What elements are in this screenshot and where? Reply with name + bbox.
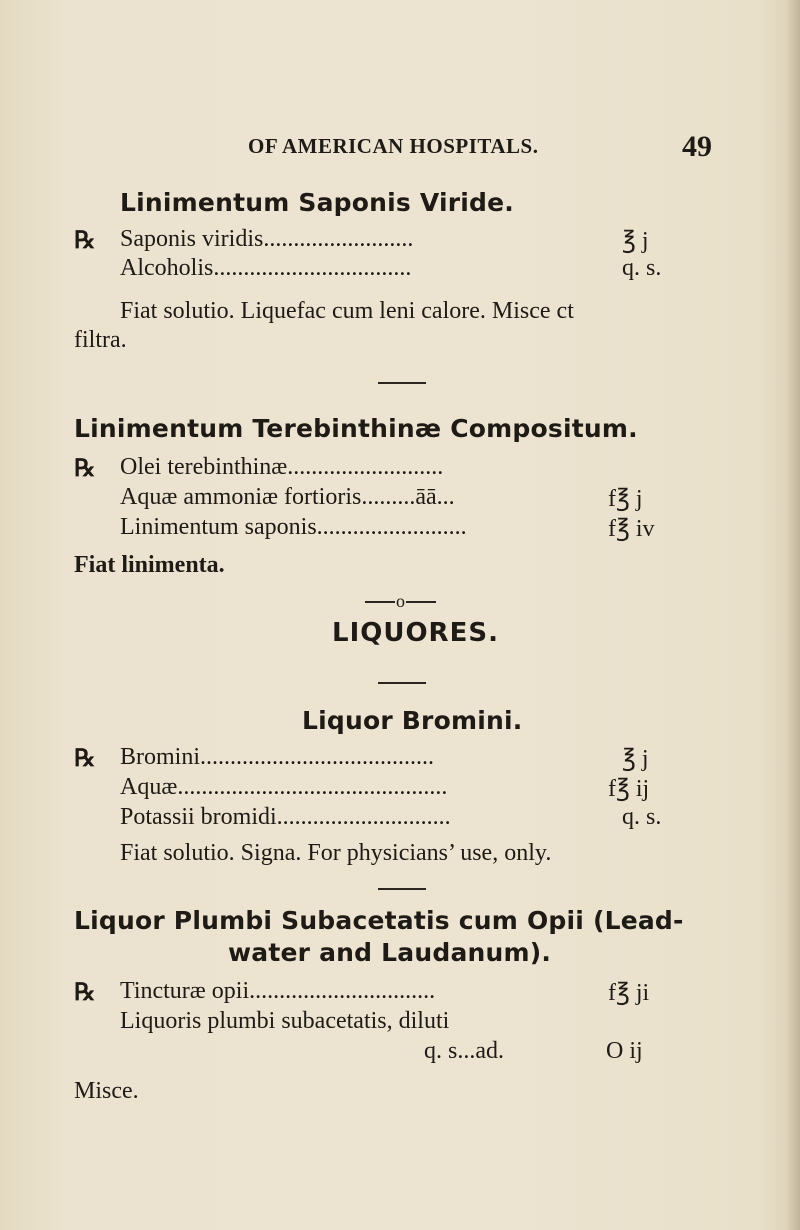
section2-title: Linimentum Terebinthinæ Compositum. [74,414,638,443]
section-rule [378,682,426,684]
section2-item-name: Linimentum saponis......................... [120,514,467,540]
ornament-dash [365,601,395,603]
section1-item-name: Saponis viridis......................... [120,226,414,252]
ornament-dash [406,601,436,603]
section1-item-name: Alcoholis................................. [120,255,412,281]
section4-item-name: Liquoris plumbi subacetatis, diluti [120,1008,450,1034]
section3-item-qty: f℥ ij [608,776,650,802]
page-number: 49 [682,130,712,163]
ornament-circle: o [396,591,405,612]
running-header [248,130,728,174]
section-rule [378,382,426,384]
section1-directions-cont: filtra. [74,327,127,353]
chapter-heading: LIQUORES. [332,618,499,648]
section1-title: Linimentum Saponis Viride. [120,188,514,217]
section3-item-name: Bromini....................................... [120,744,435,770]
section4-title-cont: water and Laudanum). [228,938,552,967]
section1-directions: Fiat solutio. Liquefac cum leni calore. Misce ct [120,298,574,324]
section-rule [378,888,426,890]
section3-item-name: Potassii bromidi............................. [120,804,451,830]
section2-item-qty: f℥ iv [608,516,655,542]
section2-rx-symbol: ℞ [74,456,96,482]
section1-item-qty: q. s. [622,255,662,281]
section1-item-qty: ℥ j [622,228,649,254]
section3-item-qty: ℥ j [622,746,649,772]
section2-item-name: Olei terebinthinæ.......................... [120,454,444,480]
section4-directions: Misce. [74,1078,139,1104]
section4-item-qty: O ij [606,1038,643,1064]
running-title: OF AMERICAN HOSPITALS. [248,134,539,158]
section4-rx-symbol: ℞ [74,980,96,1006]
section2-item-name: Aquæ ammoniæ fortioris.........āā... [120,484,455,510]
section4-item-name: q. s...ad. [424,1038,504,1064]
section1-rx-symbol: ℞ [74,228,96,254]
ornament-divider [365,590,436,612]
section3-item-name: Aquæ............................................. [120,774,448,800]
section4-item-qty: f℥ ji [608,980,650,1006]
section2-item-qty: f℥ j [608,486,643,512]
section3-directions: Fiat solutio. Signa. For physicians’ use, only. [120,840,552,866]
section4-title: Liquor Plumbi Subacetatis cum Opii (Lead- [74,906,684,935]
section4-item-name: Tincturæ opii............................... [120,978,436,1004]
section3-item-qty: q. s. [622,804,662,830]
section3-rx-symbol: ℞ [74,746,96,772]
page-edge-shadow [786,0,800,1230]
section2-directions: Fiat linimenta. [74,552,225,578]
section3-title: Liquor Bromini. [302,706,523,735]
